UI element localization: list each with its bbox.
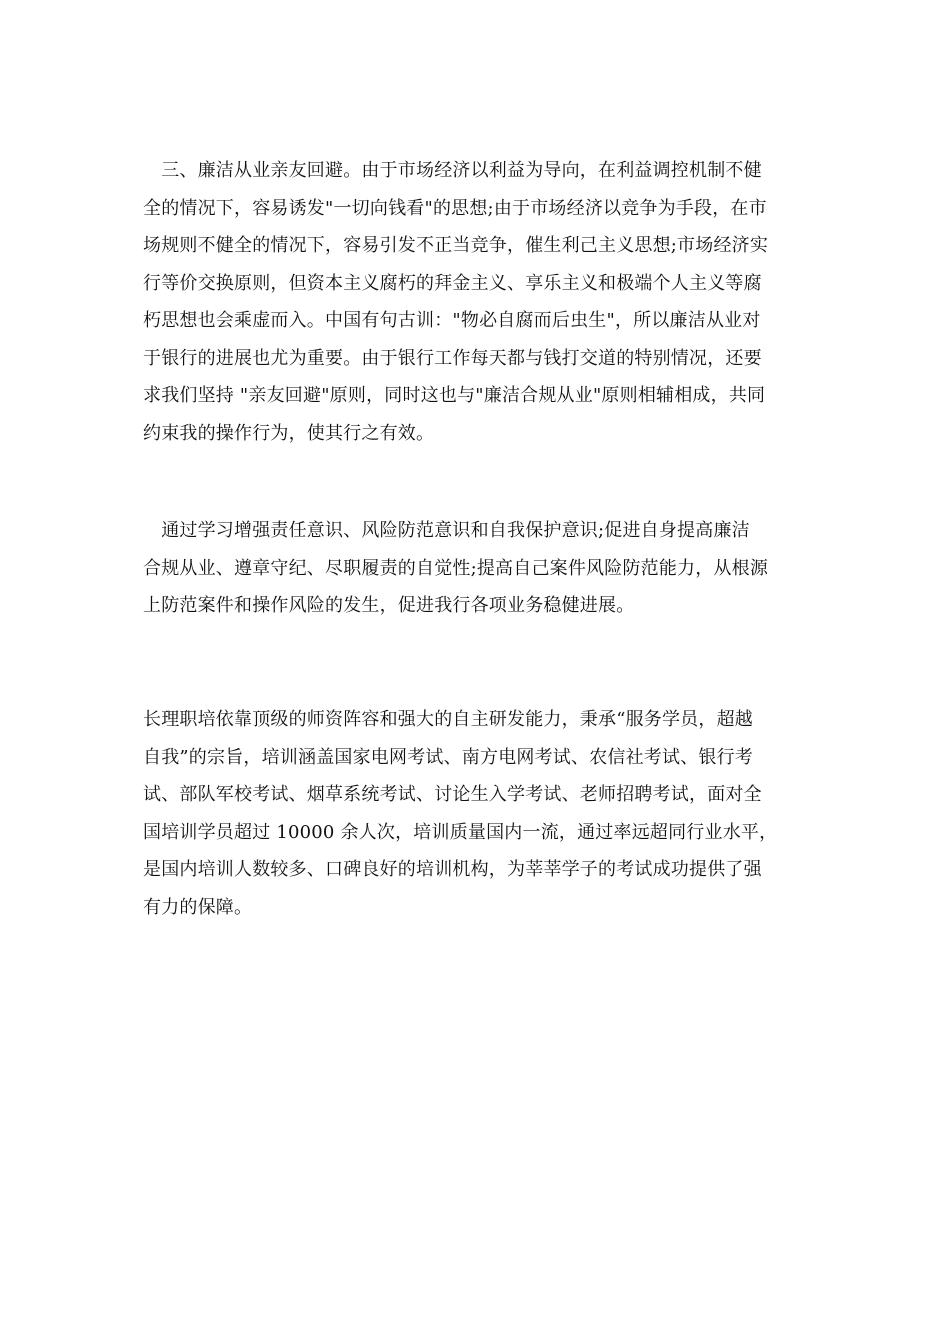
paragraph-training-promo <box>143 701 807 926</box>
text-line: 通过学习增强责任意识、风险防范意识和自我保护意识;促进自身提高廉洁 <box>143 520 750 541</box>
text-line: 长理职培依靠顶级的师资阵容和强大的自主研发能力，秉承“服务学员，超越 <box>143 709 753 730</box>
text-line: 三、廉洁从业亲友回避。由于市场经济以利益为导向，在利益调控机制不健 <box>143 160 762 181</box>
paragraph-integrity-avoidance <box>143 152 807 452</box>
text-line: 全的情况下，容易诱发"一切向钱看"的思想;由于市场经济以竞争为手段，在市 <box>143 197 767 219</box>
text-line: 是国内培训人数较多、口碑良好的培训机构，为莘莘学子的考试成功提供了强 <box>143 859 762 880</box>
text-line: 试、部队军校考试、烟草系统考试、讨论生入学考试、老师招聘考试，面对全 <box>143 784 762 805</box>
text-line: 自我”的宗旨，培训涵盖国家电网考试、南方电网考试、农信社考试、银行考 <box>143 746 753 768</box>
text-line: 行等价交换原则，但资本主义腐朽的拜金主义、享乐主义和极端个人主义等腐 <box>143 272 762 294</box>
text-line: 约束我的操作行为，使其行之有效。 <box>143 422 435 444</box>
text-line: 有力的保障。 <box>143 896 253 918</box>
text-line: 场规则不健全的情况下，容易引发不正当竞争，催生利己主义思想;市场经济实 <box>143 235 769 256</box>
text-line: 于银行的进展也尤为重要。由于银行工作每天都与钱打交道的特别情况，还要 <box>143 347 762 369</box>
text-line: 求我们坚持 "亲友回避"原则，同时这也与"廉洁合规从业"原则相辅相成，共同 <box>143 385 766 406</box>
text-line: 上防范案件和操作风险的发生，促进我行各项业务稳健进展。 <box>143 595 635 616</box>
paragraph-learning-summary <box>143 512 807 625</box>
text-line: 合规从业、遵章守纪、尽职履责的自觉性;提高自己案件风险防范能力，从根源 <box>143 557 769 579</box>
text-line: 朽思想也会乘虚而入。中国有句古训："物必自腐而后虫生"，所以廉洁从业对 <box>143 310 761 331</box>
text-line: 国培训学员超过 10000 余人次，培训质量国内一流，通过率远超同行业水平， <box>143 821 778 843</box>
